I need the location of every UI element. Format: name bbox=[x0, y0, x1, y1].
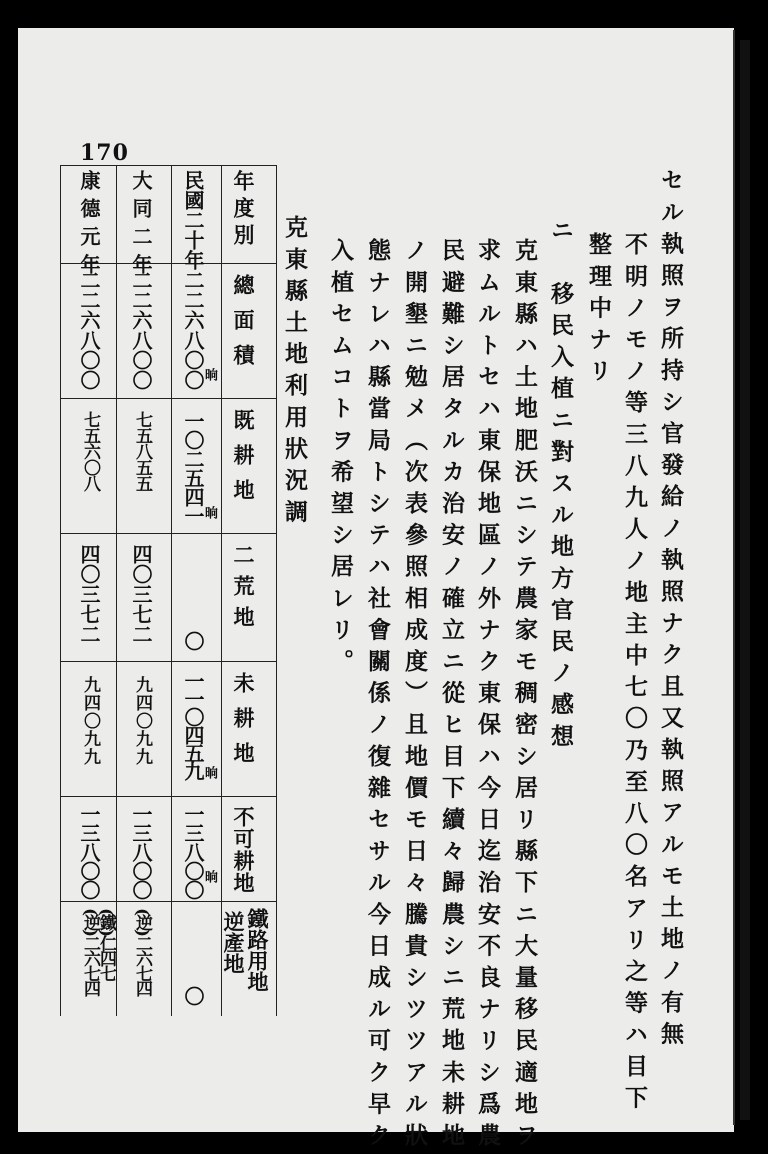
land-use-table bbox=[60, 165, 277, 1016]
header-uncultivated: 未耕地 bbox=[231, 672, 256, 777]
page-number: 170 bbox=[80, 140, 129, 166]
row2-railway-line2: (鐵)仁四七 bbox=[96, 908, 116, 981]
text-column-6: 求ムルトセハ東保地區ノ外ナク東保ハ今日迄治安不良ナリシ爲農 bbox=[474, 238, 501, 1154]
row3-railway: (逆)二六七四 bbox=[80, 908, 100, 996]
row2-railway: (逆)二六七四 bbox=[132, 908, 152, 996]
header-total-area: 總面積 bbox=[231, 274, 256, 379]
header-year: 年度別 bbox=[231, 170, 256, 251]
table-hline bbox=[61, 398, 276, 399]
row3-uncultivated: 九四〇九九 bbox=[80, 676, 100, 766]
header-enemy-land: 逆產地 bbox=[221, 911, 246, 974]
row3-total: 二二六八〇〇 bbox=[77, 270, 101, 390]
row2-uncultivable: 一三八〇〇 bbox=[129, 804, 153, 899]
table-vline bbox=[221, 166, 222, 1016]
row1-railway: 〇 bbox=[181, 986, 205, 1006]
header-cultivated: 既耕地 bbox=[231, 409, 256, 514]
header-railway: 鐵路用地 bbox=[245, 908, 270, 992]
unit-label: 晌 bbox=[202, 506, 217, 519]
row3-year: 康德元年 bbox=[77, 170, 101, 282]
row2-abandoned: 四〇三七二 bbox=[129, 544, 153, 644]
row1-cultivated: 一〇二五四一 bbox=[181, 411, 205, 525]
text-column-7: 民避難シ居タルカ治安ノ確立ニ從ヒ目下續々歸農シニ荒地未耕地 bbox=[438, 238, 465, 1154]
text-column-10: 入植セムコトヲ希望シ居レリ。 bbox=[327, 238, 354, 681]
row3-cultivated: 七五六〇八 bbox=[80, 411, 100, 491]
row3-abandoned: 四〇三七二 bbox=[77, 544, 101, 644]
header-abandoned: 二荒地 bbox=[231, 544, 256, 637]
text-column-1: セル執照ヲ所持シ官發給ノ執照ナク且又執照アルモ土地ノ有無 bbox=[657, 168, 684, 1053]
row1-uncultivated: 一一〇四五九 bbox=[181, 671, 205, 779]
section-heading: ニ 移民入植ニ對スル地方官民ノ感想 bbox=[547, 218, 574, 756]
page-edge bbox=[733, 30, 735, 1125]
text-column-9: 態ナレハ縣當局トシテハ社會關係ノ復雜セサル今日成ル可ク早ク bbox=[364, 238, 391, 1154]
text-column-8: ノ開墾ニ勉メ（次表參照相成度）且地價モ日々騰貴シツツアル狀 bbox=[401, 238, 428, 1154]
table-vline bbox=[116, 166, 117, 1016]
header-uncultivable: 不可耕地 bbox=[231, 806, 256, 894]
row1-total: 二二六八〇〇 bbox=[181, 270, 205, 390]
text-column-2: 不明ノモノ等三八九人ノ地主中七〇乃至八〇名アリ之等ハ目下 bbox=[621, 232, 648, 1117]
text-column-3: 整理中ナリ bbox=[585, 232, 612, 390]
table-hline bbox=[61, 796, 276, 797]
row2-uncultivated: 九四〇九九 bbox=[132, 676, 152, 766]
row1-uncultivable: 一三八〇〇 bbox=[181, 804, 205, 899]
unit-label: 晌 bbox=[202, 766, 217, 779]
table-hline bbox=[61, 901, 276, 902]
row2-cultivated: 七五八五五 bbox=[132, 411, 152, 491]
book-spine bbox=[740, 40, 750, 1120]
table-vline bbox=[171, 166, 172, 1016]
unit-label: 晌 bbox=[202, 368, 217, 381]
text-column-5: 克東縣ハ土地肥沃ニシテ農家モ稠密シ居リ縣下ニ大量移民適地ヲ bbox=[511, 238, 538, 1154]
row3-uncultivable: 一三八〇〇 bbox=[77, 804, 101, 899]
row1-year: 民國二十年 bbox=[181, 170, 205, 270]
unit-label: 晌 bbox=[202, 870, 217, 883]
table-caption: 克東縣土地利用狀況調 bbox=[281, 215, 308, 531]
row1-abandoned: 〇 bbox=[181, 631, 205, 651]
table-hline bbox=[61, 661, 276, 662]
row2-total: 二二六八〇〇 bbox=[129, 270, 153, 390]
table-hline bbox=[61, 533, 276, 534]
row2-year: 大同二年 bbox=[129, 170, 153, 282]
